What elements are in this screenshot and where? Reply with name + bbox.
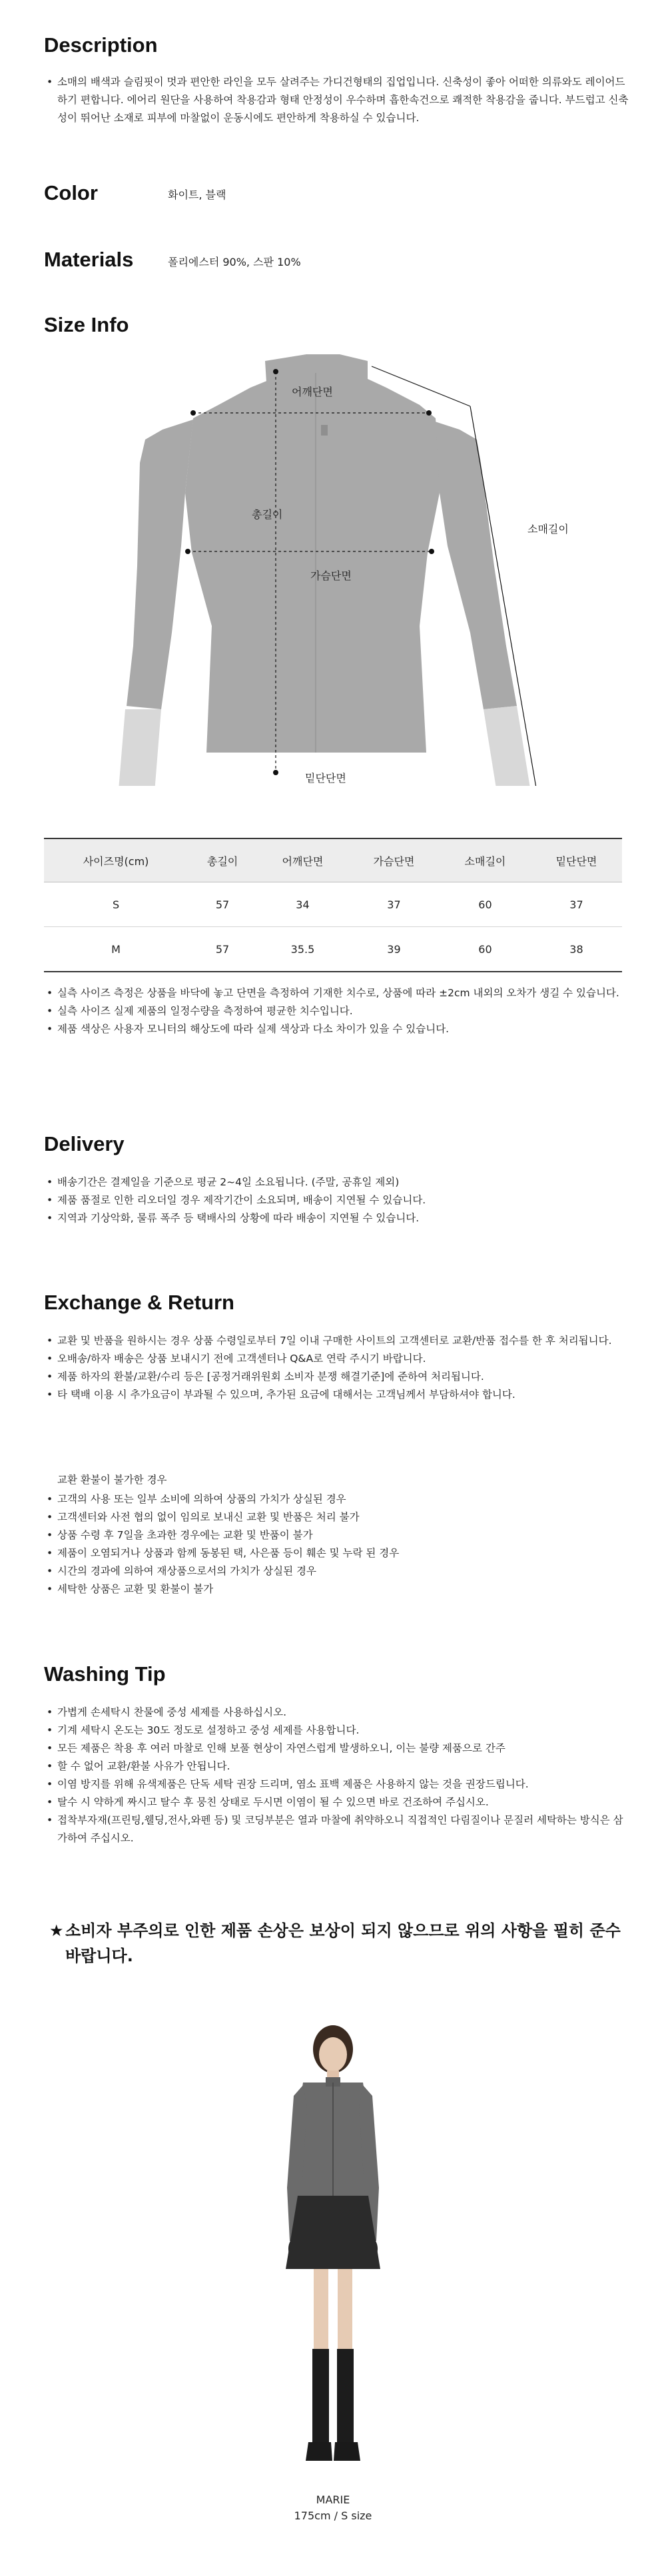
exchange-item: • 교환 및 반품을 원하시는 경우 상품 수령일로부터 7일 이내 구매한 사이트의 고객센터로 교환/반품 접수를 한 후 처리됩니다. — [47, 1332, 633, 1350]
delivery-item: • 지역과 기상악화, 물류 폭주 등 택배사의 상황에 따라 배송이 지연될 수 있습니다. — [47, 1209, 633, 1227]
exchange-item: • 제품 하자의 환불/교환/수리 등은 [공정거래위원회 소비자 분쟁 해결기준]에 준하여 처리됩니다. — [47, 1368, 633, 1386]
table-cell: 60 — [440, 927, 531, 972]
no-exchange-item: • 고객의 사용 또는 일부 소비에 의하여 상품의 가치가 상실된 경우 — [47, 1490, 633, 1508]
washing-item: • 이염 방지를 위해 유색제품은 단독 세탁 권장 드리며, 염소 표백 제품은 사용하지 않는 것을 권장드립니다. — [47, 1775, 633, 1793]
size-note: • 제품 색상은 사용자 모니터의 해상도에 따라 실제 색상과 다소 차이가 있을 수 있습니다. — [47, 1020, 633, 1038]
washing-item: • 기계 세탁시 온도는 30도 정도로 설정하고 중성 세제를 사용합니다. — [47, 1722, 633, 1740]
exchange-item: • 타 택배 이용 시 추가요금이 부과될 수 있으며, 추가된 요금에 대해서는 고객님께서 부담하셔야 합니다. — [47, 1386, 633, 1404]
logo-patch — [321, 425, 328, 436]
description-list — [47, 73, 633, 127]
table-cell: 38 — [531, 927, 622, 972]
size-table-header: 소매길이 — [440, 838, 531, 882]
right-cuff — [484, 706, 533, 786]
table-cell: 57 — [188, 927, 257, 972]
no-exchange-subtitle: 교환 환불이 불가한 경우 — [57, 1474, 167, 1486]
color-value: 화이트, 블랙 — [168, 188, 226, 201]
model-spec: 175cm / S size — [294, 2509, 372, 2522]
size-table-header: 사이즈명(cm) — [44, 838, 188, 882]
size-table-header: 가슴단면 — [348, 838, 440, 882]
right-sleeve — [429, 420, 517, 709]
table-cell: 39 — [348, 927, 440, 972]
washing-heading: Washing Tip — [44, 1662, 166, 1686]
table-cell: 57 — [188, 882, 257, 927]
no-exchange-item: • 시간의 경과에 의하여 재상품으로서의 가치가 상실된 경우 — [47, 1562, 633, 1580]
chest-label: 가슴단면 — [310, 569, 352, 582]
table-cell: 35.5 — [257, 927, 348, 972]
left-sleeve — [127, 420, 193, 709]
warning-notice — [49, 1918, 622, 1969]
exchange-list — [47, 1332, 633, 1404]
size-table-header: 밑단단면 — [531, 838, 622, 882]
delivery-item: • 제품 품절로 인한 리오더일 경우 제작기간이 소요되며, 배송이 지연될 수 있습니다. — [47, 1191, 633, 1209]
color-heading: Color — [44, 181, 98, 204]
no-exchange-item: • 고객센터와 사전 협의 없이 임의로 보내신 교환 및 반품은 처리 불가 — [47, 1508, 633, 1526]
table-cell: 34 — [257, 882, 348, 927]
description-text: • 소매의 배색과 슬림핏이 멋과 편안한 라인을 모두 살려주는 가디건형태의 집업입니다. 신축성이 좋아 어떠한 의류와도 레이어드하기 편합니다. 에어리 원단을 사용하여 착용감과 형태 안정성이 우수하며 흡한속건으로 쾌적한 착용감을 줍니다. 부드럽고 신축성이 뛰어난 소재로 피부에 마찰없이 운동시에도 편안하게 착용하실 수 있습니다. — [47, 73, 633, 127]
hem-label: 밑단단면 — [305, 772, 346, 785]
size-diagram — [107, 346, 599, 786]
exchange-item: • 오배송/하자 배송은 상품 보내시기 전에 고객센터나 Q&A로 연락 주시기 바랍니다. — [47, 1350, 633, 1368]
table-cell: 37 — [348, 882, 440, 927]
size-table — [44, 838, 622, 972]
washing-item: • 접착부자재(프린팅,웰딩,전사,와펜 등) 및 코딩부분은 열과 마찰에 취약하오니 직접적인 다림질이나 문질러 세탁하는 방식은 삼가하여 주십시오. — [47, 1811, 633, 1847]
model-figure — [270, 2021, 396, 2481]
no-exchange-item: • 세탁한 상품은 교환 및 환불이 불가 — [47, 1580, 633, 1598]
table-cell: M — [44, 927, 188, 972]
star-icon: ★ — [49, 1921, 64, 1940]
exchange-heading: Exchange & Return — [44, 1291, 234, 1314]
washing-item: • 탈수 시 약하게 짜시고 탈수 후 뭉친 상태로 두시면 이염이 될 수 있으면 바로 건조하여 주십시오. — [47, 1793, 633, 1811]
table-cell: 60 — [440, 882, 531, 927]
delivery-item: • 배송기간은 결제일을 기준으로 평균 2~4일 소요됩니다. (주말, 공휴일 제외) — [47, 1173, 633, 1191]
size-note: • 실측 사이즈 측정은 상품을 바닥에 놓고 단면을 측정하여 기재한 치수로, 상품에 따라 ±2cm 내외의 오차가 생길 수 있습니다. — [47, 984, 633, 1002]
shoulder-label: 어깨단면 — [292, 386, 333, 398]
length-label: 총길이 — [252, 508, 283, 521]
washing-item: • 할 수 없어 교환/환불 사유가 안됩니다. — [47, 1758, 633, 1775]
table-cell: 37 — [531, 882, 622, 927]
garment-illustration — [107, 346, 599, 786]
delivery-list — [47, 1173, 633, 1227]
size-table-header: 총길이 — [188, 838, 257, 882]
no-exchange-item: • 제품이 오염되거나 상품과 함께 동봉된 택, 사은품 등이 훼손 및 누락 된 경우 — [47, 1544, 633, 1562]
delivery-heading: Delivery — [44, 1132, 125, 1155]
sleeve-label: 소매길이 — [527, 523, 569, 535]
washing-item: • 모든 제품은 착용 후 여러 마찰로 인해 보풀 현상이 자연스럽게 발생하오니, 이는 불량 제품으로 간주 — [47, 1740, 633, 1758]
washing-item: • 가볍게 손세탁시 찬물에 중성 세제를 사용하십시오. — [47, 1704, 633, 1722]
materials-value: 폴리에스터 90%, 스판 10% — [168, 256, 301, 268]
description-heading: Description — [44, 33, 158, 57]
size-notes-list — [47, 984, 633, 1038]
garment-body — [185, 376, 440, 753]
size-note: • 실측 사이즈 실제 제품의 일정수량을 측정하여 평균한 치수입니다. — [47, 1002, 633, 1020]
warning-text: 소비자 부주의로 인한 제품 손상은 보상이 되지 않으므로 위의 사항을 필히 준수 바랍니다. — [65, 1921, 621, 1965]
table-row — [44, 882, 622, 927]
no-exchange-item: • 상품 수령 후 7일을 초과한 경우에는 교환 및 반품이 불가 — [47, 1526, 633, 1544]
table-cell: S — [44, 882, 188, 927]
no-exchange-list — [47, 1490, 633, 1598]
left-cuff — [117, 709, 161, 786]
size-info-heading: Size Info — [44, 313, 129, 336]
materials-heading: Materials — [44, 248, 134, 271]
size-table-header: 어깨단면 — [257, 838, 348, 882]
washing-list — [47, 1704, 633, 1847]
model-name: MARIE — [316, 2493, 350, 2506]
model-photo — [270, 2021, 396, 2481]
table-row — [44, 927, 622, 972]
size-table-header-row — [44, 838, 622, 882]
